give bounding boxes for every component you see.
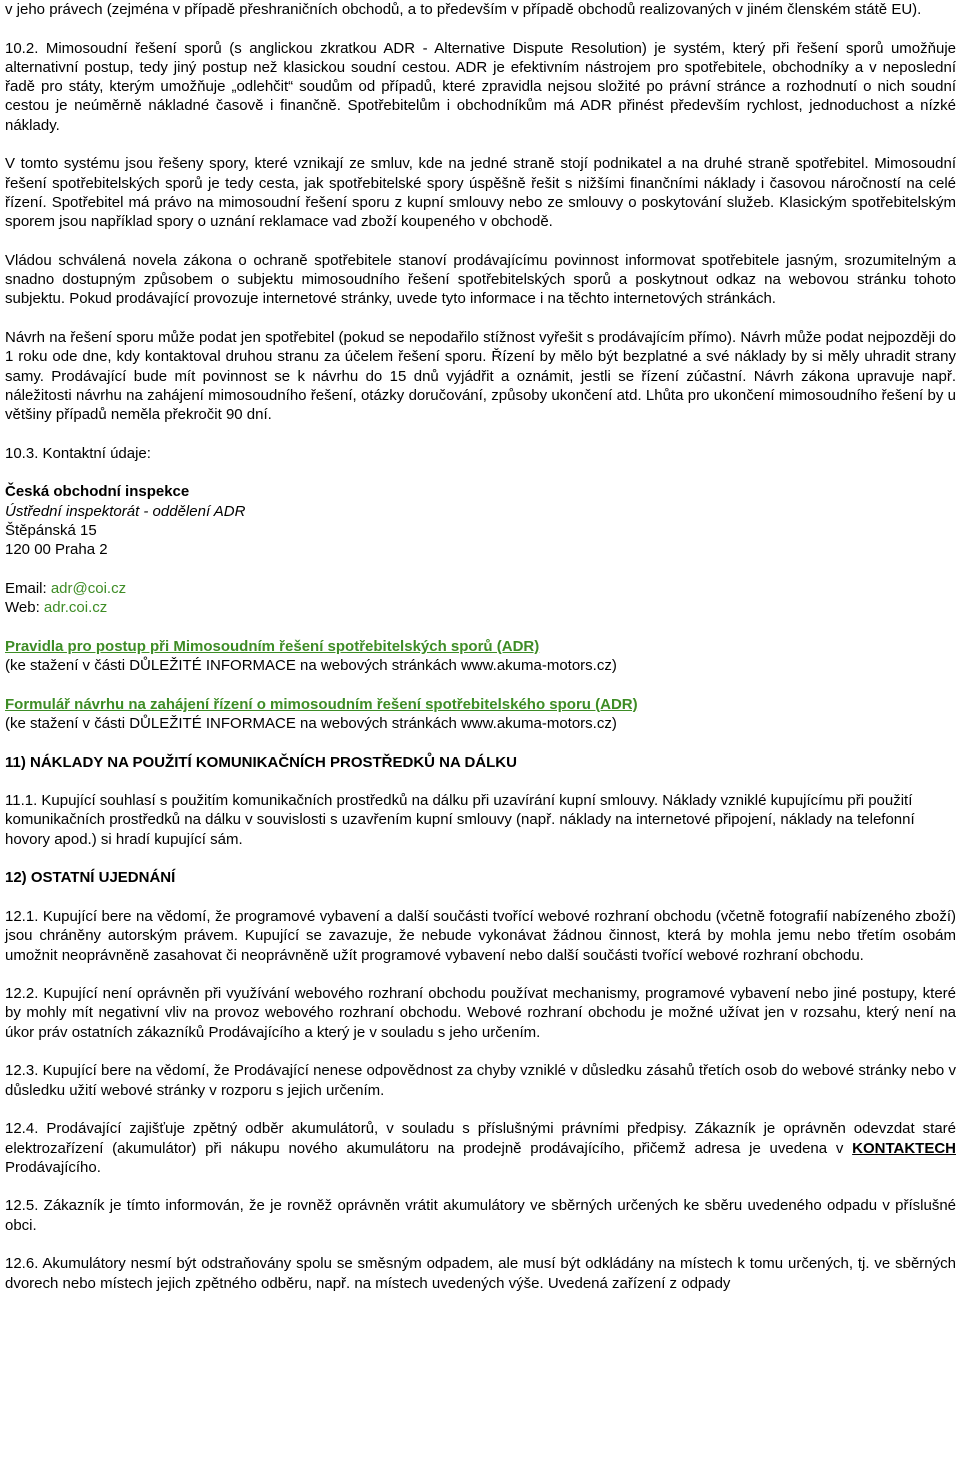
- paragraph-10-2-text-a: 10.2. Mimosoudní řešení sporů (s anglickou zkratkou ADR - Alternative Dispute Resolution) je systém, který při řešení sporů umožňuje alternativní postup, tedy jiný postup než klasickou soudní cestou.: [5, 39, 956, 76]
- web-label: Web:: [5, 599, 44, 617]
- paragraph-12-4: [5, 1119, 956, 1177]
- paragraph-novela: Vládou schválená novela zákona o ochraně spotřebitele stanoví prodávajícímu povinnost informovat spotřebitele jasným, srozumitelným a snadno dostupným způsobem o subjektu mimosoudního řešení spotřebitelských sporů a poskytnout odkaz na webovou stránku tohoto subjektu. Pokud prodávající provozuje internetové stránky, uvede tyto informace i na těchto internetových stránkách.: [5, 251, 956, 308]
- coi-name: Česká obchodní inspekce: [5, 483, 190, 501]
- paragraph-10-2-text-b: ADR je efektivním nástrojem pro spotřebitele, obchodníky a v neposlední řadě pro státy, kterým umožňuje „odlehčit“ soudům od případů, které zpravidla nejsou složité po právní stránce a rozhodnutí o nich soudní cestou je neúměrně nákladné časově i finančně.: [5, 58, 956, 115]
- email-label: Email:: [5, 579, 51, 597]
- paragraph-12-3: 12.3. Kupující bere na vědomí, že Prodávající nenese odpovědnost za chyby vzniklé v důsledku zásahů třetích osob do webové stránky nebo v důsledku užití webové stránky v rozporu s jejich určením.: [5, 1062, 956, 1099]
- paragraph-intro-tail: v jeho právech (zejména v případě přeshraničních obchodů, a to především v případě obchodů realizovaných v jiném členském státě EU).: [5, 1, 922, 18]
- web-line: [5, 598, 956, 617]
- paragraph-12-1: 12.1. Kupující bere na vědomí, že programové vybavení a další součásti tvořící webové rozhraní obchodu (včetně fotografií nabízeného zboží) jsou chráněny autorským právem. Kupující se zavazuje, že nebude vykonávat žádnou činnost, která by mohla jemu nebo třetím osobám umožnit neoprávněně zasahovat či neoprávněně užít programové vybavení nebo další součásti tvořící webové rozhraní obchodu.: [5, 907, 956, 964]
- coi-city: 120 00 Praha 2: [5, 541, 108, 559]
- paragraph-12-4-text-b: Prodávajícího.: [5, 1158, 101, 1176]
- link-kontakty[interactable]: KONTAKTECH: [852, 1139, 956, 1157]
- link-adr-form-line: [5, 695, 956, 714]
- link-adr-rules-line: [5, 637, 956, 656]
- email-link[interactable]: adr@coi.cz: [50, 579, 127, 597]
- paragraph-10-2-text-c: Spotřebitelům i obchodníkům má ADR přinést především rychlost, jednoduchost a nízké náklady.: [5, 97, 956, 134]
- web-link[interactable]: adr.coi.cz: [43, 599, 108, 617]
- email-line: [5, 579, 956, 598]
- section-12-heading: 12) OSTATNÍ UJEDNÁNÍ: [5, 869, 176, 887]
- paragraph-adr-system: V tomto systému jsou řešeny spory, které vznikají ze smluv, kde na jedné straně stojí podnikatel a na druhé straně spotřebitel. Mimosoudní řešení spotřebitelských sporů je tedy cesta, jak spotřebitelské spory úspěšně řešit s nižšími finančními náklady i časovou náročností na celé řízení. Spotřebitel má právo na mimosoudní řešení sporu z kupní smlouvy nebo ze smlouvy o poskytování služeb. Klasickým spotřebitelským sporem jsou například spory o uznání reklamace vad zboží koupeného v obchodě.: [5, 155, 956, 231]
- paragraph-11-1: 11.1. Kupující souhlasí s použitím komunikačních prostředků na dálku při uzavírání kupní smlouvy. Náklady vzniklé kupujícímu při použití komunikačních prostředků na dálku v souvislosti s uzavřením kupní smlouvy (např. náklady na internetové připojení, náklady na telefonní hovory apod.) si hradí kupující sám.: [5, 792, 915, 848]
- link-adr-rules[interactable]: Pravidla pro postup při Mimosoudním řešení spotřebitelských sporů (ADR): [5, 637, 540, 655]
- link-adr-form-note: (ke stažení v části DŮLEŽITÉ INFORMACE na webových stránkách www.akuma-motors.cz): [5, 714, 617, 732]
- contact-heading: 10.3. Kontaktní údaje:: [5, 444, 151, 462]
- paragraph-12-6: 12.6. Akumulátory nesmí být odstraňovány spolu se směsným odpadem, ale musí být odkládány na místech k tomu určených, tj. ve sběrných dvorech nebo místech jejich zpětného odběru, např. na místech uvedených výše. Uvedená zařízení z odpady: [5, 1255, 956, 1292]
- coi-department: Ústřední inspektorát - oddělení ADR: [5, 502, 246, 520]
- paragraph-12-2: 12.2. Kupující není oprávněn při využívání webového rozhraní obchodu používat mechanismy, programové vybavení nebo jiné postupy, které by mohly mít negativní vliv na provoz webového rozhraní obchodu. Webové rozhraní obchodu je možné užívat jen v rozsahu, který není na úkor práv ostatních zákazníků Prodávajícího a který je v souladu s jeho určením.: [5, 985, 956, 1041]
- paragraph-12-4-text-a: 12.4. Prodávající zajišťuje zpětný odběr akumulátorů, v souladu s příslušnými právními předpisy. Zákazník je oprávněn odevzdat staré elektrozařízení (akumulátor) při nákupu nového akumulátoru na prodejně prodávajícího, přičemž adresa je uvedena v: [5, 1120, 956, 1157]
- link-adr-form[interactable]: Formulář návrhu na zahájení řízení o mimosoudním řešení spotřebitelského sporu (ADR): [5, 695, 638, 713]
- paragraph-navrh: Návrh na řešení sporu může podat jen spotřebitel (pokud se nepodařilo stížnost vyřešit s prodávajícím přímo). Návrh může podat nejpozději do 1 roku ode dne, kdy kontaktoval druhou stranu za účelem řešení sporu. Řízení by mělo být bezplatné a své náklady by si měly uhradit strany samy. Prodávající bude mít povinnost se k návrhu do 15 dnů vyjádřit a oznámit, jestli se řízení zúčastní. Návrh zákona upravuje např. náležitosti návrhu na zahájení mimosoudního řešení, otázky doručování, způsoby ukončení atd. Lhůta pro ukončení mimosoudního řešení by u většiny případů neměla překročit 90 dní.: [5, 329, 956, 424]
- paragraph-12-5: 12.5. Zákazník je tímto informován, že je rovněž oprávněn vrátit akumulátory ve sběrných určených ke sběru uvedeného odpadu v příslušné obci.: [5, 1197, 956, 1234]
- link-adr-rules-note: (ke stažení v části DŮLEŽITÉ INFORMACE na webových stránkách www.akuma-motors.cz): [5, 657, 617, 675]
- paragraph-10-2: [5, 39, 956, 135]
- section-11-heading: 11) NÁKLADY NA POUŽITÍ KOMUNIKAČNÍCH PROSTŘEDKŮ NA DÁLKU: [5, 753, 517, 771]
- coi-street: Štěpánská 15: [5, 522, 97, 540]
